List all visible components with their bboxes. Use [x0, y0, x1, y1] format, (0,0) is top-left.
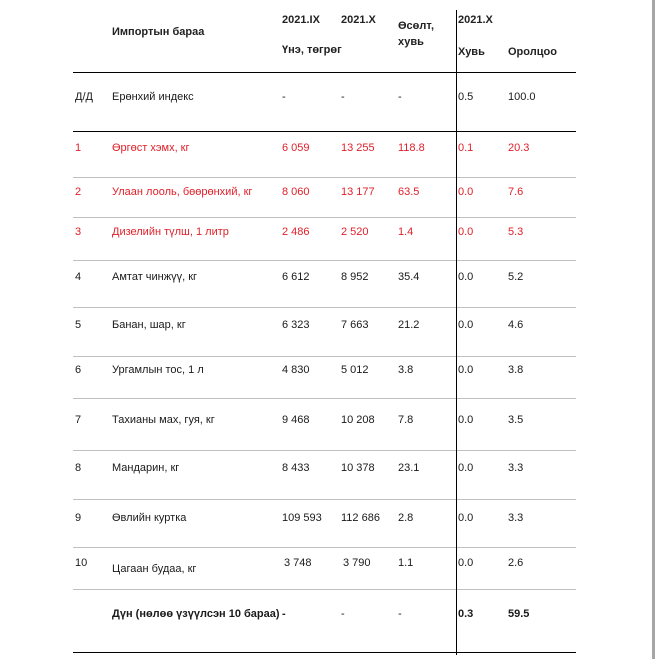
row-name: Ургамлын тос, 1 л: [112, 364, 204, 376]
header-rule: [73, 72, 576, 73]
row-price-x: 8 952: [341, 271, 369, 283]
row-name: Банан, шар, кг: [112, 319, 186, 331]
row-name: Ерөнхий индекс: [112, 91, 194, 103]
row-separator: [73, 499, 576, 500]
row-number: 5: [75, 319, 82, 331]
row-growth: 1.4: [398, 226, 414, 238]
row-number: 8: [75, 462, 82, 474]
row-name: Тахианы мах, гуя, кг: [112, 414, 215, 426]
row-price-ix: 9 468: [282, 414, 310, 426]
header-price: Үнэ, төгрөг: [282, 44, 342, 56]
header-period-share: 2021.X: [458, 14, 493, 26]
row-contribution: 4.6: [508, 319, 524, 331]
row-name: Цагаан будаа, кг: [112, 563, 197, 575]
header-share: Хувь: [458, 46, 485, 58]
row-contribution: 20.3: [508, 142, 530, 154]
row-growth: 7.8: [398, 414, 414, 426]
row-share: 0.0: [458, 271, 474, 283]
total-share: 0.3: [458, 608, 474, 620]
row-separator: [73, 398, 576, 399]
total-price-ix: -: [282, 608, 286, 620]
row-separator: [73, 547, 576, 548]
row-share: 0.5: [458, 91, 474, 103]
row-price-ix: -: [282, 91, 286, 103]
row-price-x: 7 663: [341, 319, 369, 331]
row-share: 0.1: [458, 142, 474, 154]
column-divider: [456, 10, 457, 655]
row-share: 0.0: [458, 364, 474, 376]
row-price-ix: 109 593: [282, 512, 322, 524]
row-separator: [73, 356, 576, 357]
row-growth: 23.1: [398, 462, 420, 474]
total-growth: -: [398, 608, 402, 620]
row-price-x: -: [341, 91, 345, 103]
row-share: 0.0: [458, 186, 474, 198]
row-price-x: 3 790: [343, 557, 371, 569]
row-price-x: 5 012: [341, 364, 369, 376]
row-growth: 35.4: [398, 271, 420, 283]
row-contribution: 7.6: [508, 186, 524, 198]
row-price-x: 112 686: [341, 512, 380, 524]
row-contribution: 5.2: [508, 271, 524, 283]
row-share: 0.0: [458, 414, 474, 426]
row-price-x: 13 177: [341, 186, 375, 198]
row-price-ix: 6 612: [282, 271, 310, 283]
row-growth: 3.8: [398, 364, 414, 376]
row-price-ix: 8 060: [282, 186, 310, 198]
row-separator: [73, 177, 576, 178]
row-contribution: 3.5: [508, 414, 524, 426]
row-separator: [73, 260, 576, 261]
row-growth: 21.2: [398, 319, 420, 331]
header-period-ix: 2021.IX: [282, 14, 320, 26]
row-price-ix: 6 059: [282, 142, 310, 154]
row-price-ix: 2 486: [282, 226, 310, 238]
row-share: 0.0: [458, 226, 474, 238]
total-price-x: -: [341, 608, 345, 620]
row-name: Өвлийн куртка: [112, 512, 187, 524]
row-price-x: 10 208: [341, 414, 375, 426]
row-growth: 63.5: [398, 186, 420, 198]
header-period-x: 2021.X: [341, 14, 376, 26]
row-number: 6: [75, 364, 82, 376]
total-contribution: 59.5: [508, 608, 530, 620]
row-share: 0.0: [458, 512, 474, 524]
row-share: 0.0: [458, 462, 474, 474]
row-separator: [73, 217, 576, 218]
row-number: 1: [75, 142, 82, 154]
row-contribution: 100.0: [508, 91, 536, 103]
row-contribution: 5.3: [508, 226, 524, 238]
row-name: Дизелийн түлш, 1 литр: [112, 226, 229, 238]
header-growth-1: Өсөлт,: [398, 20, 434, 32]
row-name: Амтат чинжүү, кг: [112, 271, 198, 283]
row-price-ix: 8 433: [282, 462, 310, 474]
row-price-ix: 4 830: [282, 364, 310, 376]
row-share: 0.0: [458, 319, 474, 331]
row-separator: [73, 589, 576, 590]
row-contribution: 3.3: [508, 462, 524, 474]
row-number: 10: [75, 557, 88, 569]
row-number: 9: [75, 512, 82, 524]
row-number: Д/Д: [75, 91, 93, 103]
section-rule: [73, 131, 576, 132]
row-price-ix: 3 748: [284, 557, 312, 569]
row-contribution: 3.8: [508, 364, 524, 376]
row-name: Мандарин, кг: [112, 462, 180, 474]
row-contribution: 2.6: [508, 557, 524, 569]
row-growth: 118.8: [398, 142, 425, 154]
bottom-rule: [73, 652, 576, 653]
header-item: Импортын бараа: [112, 26, 205, 38]
row-growth: 1.1: [398, 557, 414, 569]
total-name: Дүн (нөлөө үзүүлсэн 10 бараа): [112, 608, 280, 620]
row-price-ix: 6 323: [282, 319, 310, 331]
row-growth: -: [398, 91, 402, 103]
row-name: Улаан лооль, бөөрөнхий, кг: [112, 186, 253, 198]
row-price-x: 10 378: [341, 462, 375, 474]
row-price-x: 13 255: [341, 142, 375, 154]
row-growth: 2.8: [398, 512, 414, 524]
row-separator: [73, 307, 576, 308]
row-share: 0.0: [458, 557, 474, 569]
row-number: 3: [75, 226, 82, 238]
row-contribution: 3.3: [508, 512, 524, 524]
row-name: Өргөст хэмх, кг: [112, 142, 190, 154]
row-number: 4: [75, 271, 82, 283]
row-price-x: 2 520: [341, 226, 369, 238]
row-number: 7: [75, 414, 82, 426]
header-contribution: Оролцоо: [508, 46, 557, 58]
header-growth-2: хувь: [398, 36, 424, 48]
row-number: 2: [75, 186, 82, 198]
row-separator: [73, 450, 576, 451]
